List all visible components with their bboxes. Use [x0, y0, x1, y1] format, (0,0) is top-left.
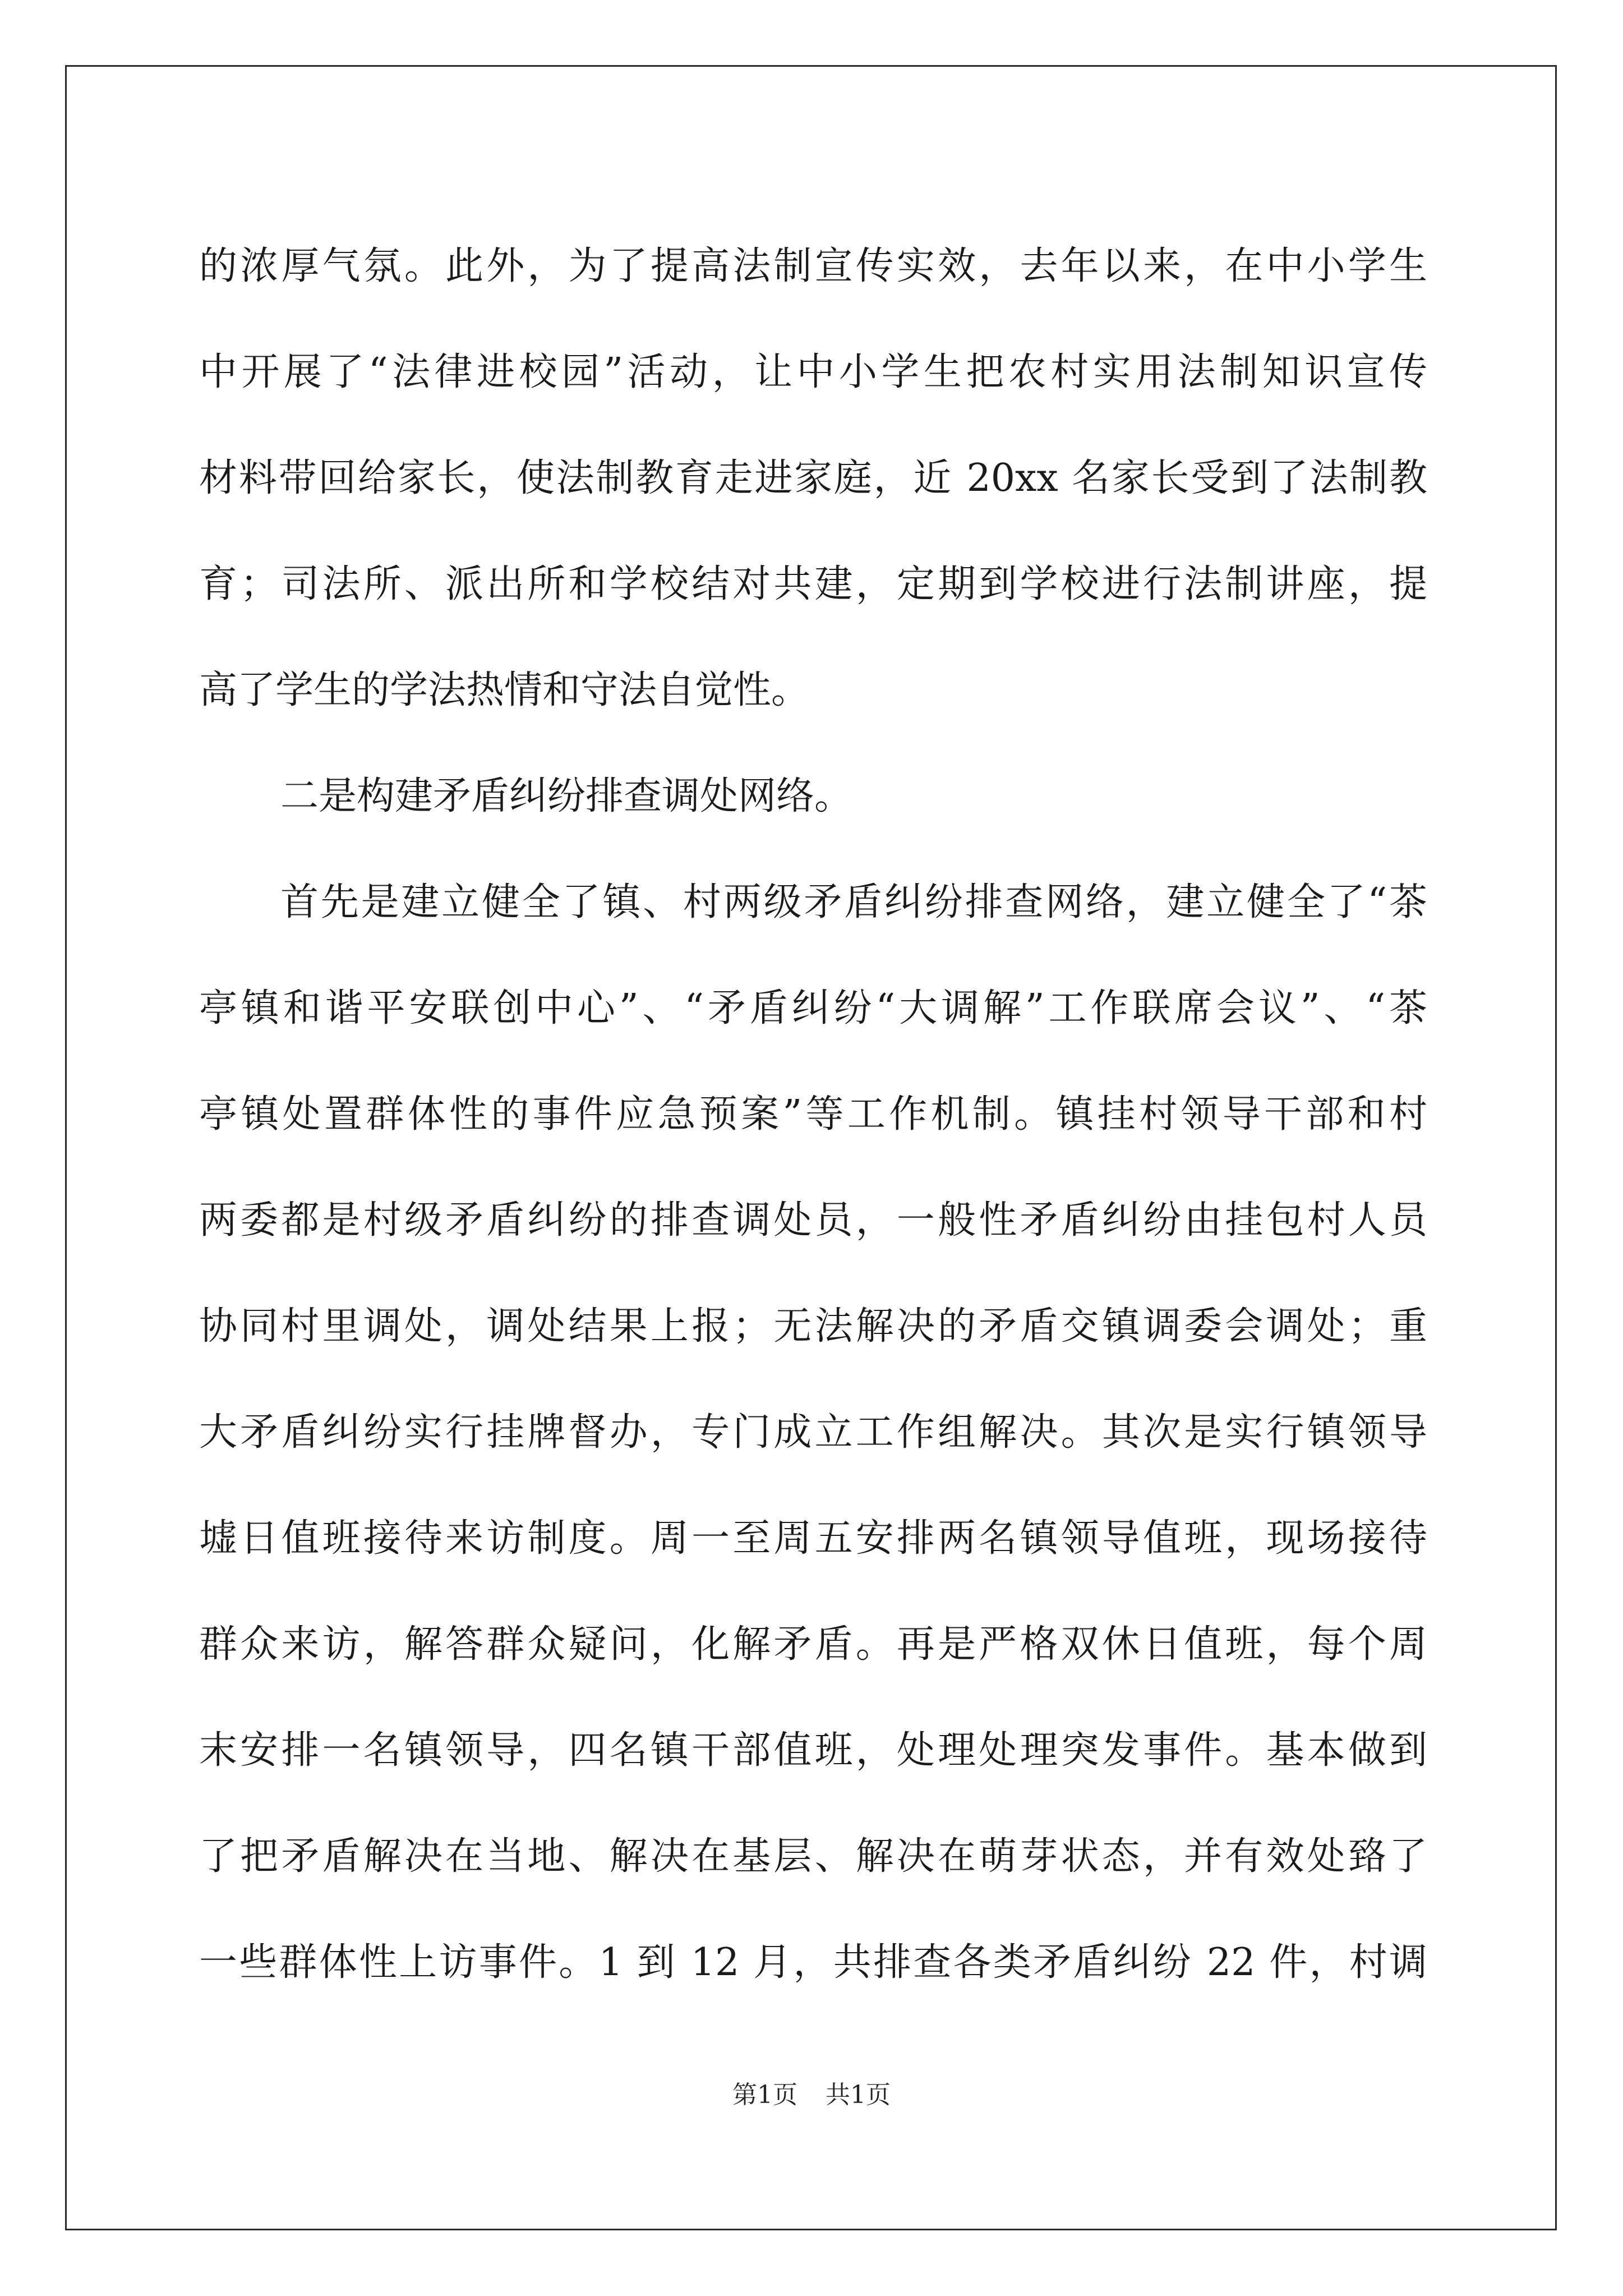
page-total: 共1页 [826, 2081, 891, 2109]
text-line: 的浓厚气氛。此外，为了提高法制宣传实效，去年以来，在中小学生 [199, 244, 1427, 288]
text-line: 亭镇和谐平安联创中心”、“矛盾纠纷“大调解”工作联席会议”、“茶 [199, 986, 1427, 1030]
page-number: 第1页 [732, 2081, 797, 2109]
text-line: 了把矛盾解决在当地、解决在基层、解决在萌芽状态，并有效处臵了 [199, 1834, 1427, 1879]
text-line: 亭镇处置群体性的事件应急预案”等工作机制。镇挂村领导干部和村 [199, 1092, 1427, 1137]
text-line: 中开展了“法律进校园”活动，让中小学生把农村实用法制知识宣传 [199, 350, 1427, 394]
text-line: 育；司法所、派出所和学校结对共建，定期到学校进行法制讲座，提 [199, 562, 1427, 606]
text-line: 两委都是村级矛盾纠纷的排查调处员，一般性矛盾纠纷由挂包村人员 [199, 1198, 1427, 1243]
section-heading: 二是构建矛盾纠纷排查调处网络。 [280, 774, 853, 818]
text-line: 高了学生的学法热情和守法自觉性。 [199, 668, 810, 712]
text-line: 群众来访，解答群众疑问，化解矛盾。再是严格双休日值班，每个周 [199, 1622, 1427, 1667]
page-footer [0, 2078, 1623, 2112]
text-line: 材料带回给家长，使法制教育走进家庭，近 20xx 名家长受到了法制教 [199, 456, 1427, 500]
text-line: 协同村里调处，调处结果上报；无法解决的矛盾交镇调委会调处；重 [199, 1304, 1427, 1349]
text-line: 大矛盾纠纷实行挂牌督办，专门成立工作组解决。其次是实行镇领导 [199, 1410, 1427, 1455]
text-line: 末安排一名镇领导，四名镇干部值班，处理处理突发事件。基本做到 [199, 1728, 1427, 1773]
text-line: 一些群体性上访事件。1 到 12 月，共排查各类矛盾纠纷 22 件，村调 [199, 1940, 1427, 1985]
document-body [199, 213, 1427, 2016]
text-line: 墟日值班接待来访制度。周一至周五安排两名镇领导值班，现场接待 [199, 1516, 1427, 1561]
text-line: 首先是建立健全了镇、村两级矛盾纠纷排查网络，建立健全了“茶 [280, 880, 1427, 924]
